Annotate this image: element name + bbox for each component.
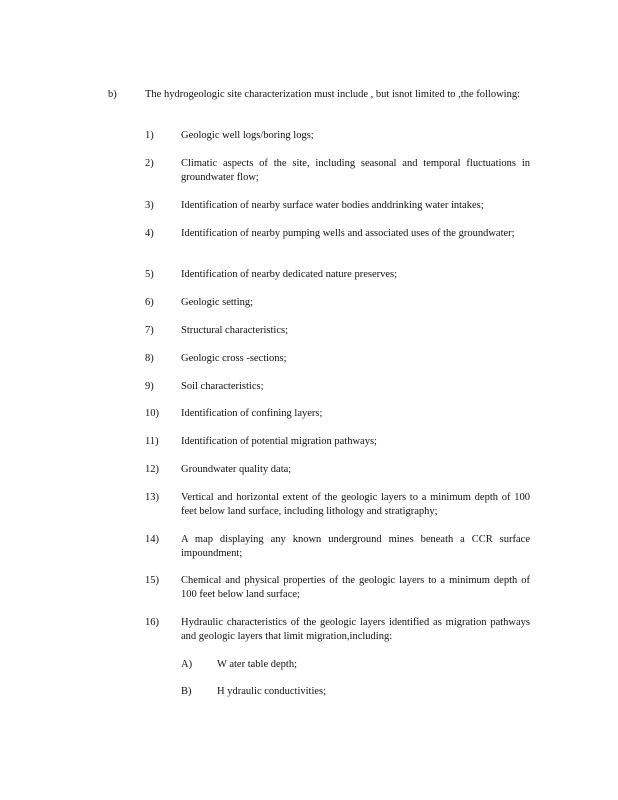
item-number: 4) xyxy=(145,228,154,239)
item-number: 9) xyxy=(145,381,154,392)
item-text: Identification of potential migration pathways; xyxy=(181,436,377,447)
item-text: Groundwater quality data; xyxy=(181,464,292,475)
item-number: 5) xyxy=(145,269,154,280)
item-number: 12) xyxy=(145,464,159,475)
item-text: Identification of nearby pumping wells and associated uses of the groundwater; xyxy=(181,228,515,239)
sub-item-text: H ydraulic conductivities; xyxy=(217,686,327,697)
item-text: Geologic cross -sections; xyxy=(181,353,287,364)
item-number: 8) xyxy=(145,353,154,364)
item-text: Vertical and horizontal extent of the geologic layers to a minimum depth of 100 feet below land surface, including lithology and stratigraphy; xyxy=(181,492,530,517)
item-number: 13) xyxy=(145,492,159,503)
item-number: 14) xyxy=(145,534,159,545)
item-text: Identification of nearby surface water bodies anddrinking water intakes; xyxy=(181,200,484,211)
item-number: 15) xyxy=(145,575,159,586)
item-number: 7) xyxy=(145,325,154,336)
item-number: 3) xyxy=(145,200,154,211)
item-number: 16) xyxy=(145,617,159,628)
sub-item-letter: B) xyxy=(181,686,192,697)
section-intro-text: The hydrogeologic site characterization must include , but isnot limited to ,the following: xyxy=(145,89,520,100)
sub-item-text: W ater table depth; xyxy=(217,659,297,670)
item-text: Geologic setting; xyxy=(181,297,254,308)
item-text: Soil characteristics; xyxy=(181,381,264,392)
item-number: 1) xyxy=(145,130,154,141)
item-text: Hydraulic characteristics of the geologic layers identified as migration pathways and geologic layers that limit migration,including: xyxy=(181,617,530,642)
item-number: 11) xyxy=(145,436,159,447)
item-text: Climatic aspects of the site, including seasonal and temporal fluctuations in groundwater flow; xyxy=(181,158,530,183)
section-marker: b) xyxy=(108,89,117,100)
sub-item-letter: A) xyxy=(181,659,193,670)
item-number: 10) xyxy=(145,408,159,419)
item-text: Geologic well logs/boring logs; xyxy=(181,130,314,141)
item-text: A map displaying any known underground mines beneath a CCR surface impoundment; xyxy=(181,534,530,559)
item-number: 6) xyxy=(145,297,154,308)
item-text: Chemical and physical properties of the geologic layers to a minimum depth of 100 feet below land surface; xyxy=(181,575,530,600)
item-text: Identification of confining layers; xyxy=(181,408,323,419)
item-number: 2) xyxy=(145,158,154,169)
item-text: Identification of nearby dedicated nature preserves; xyxy=(181,269,398,280)
item-text: Structural characteristics; xyxy=(181,325,288,336)
